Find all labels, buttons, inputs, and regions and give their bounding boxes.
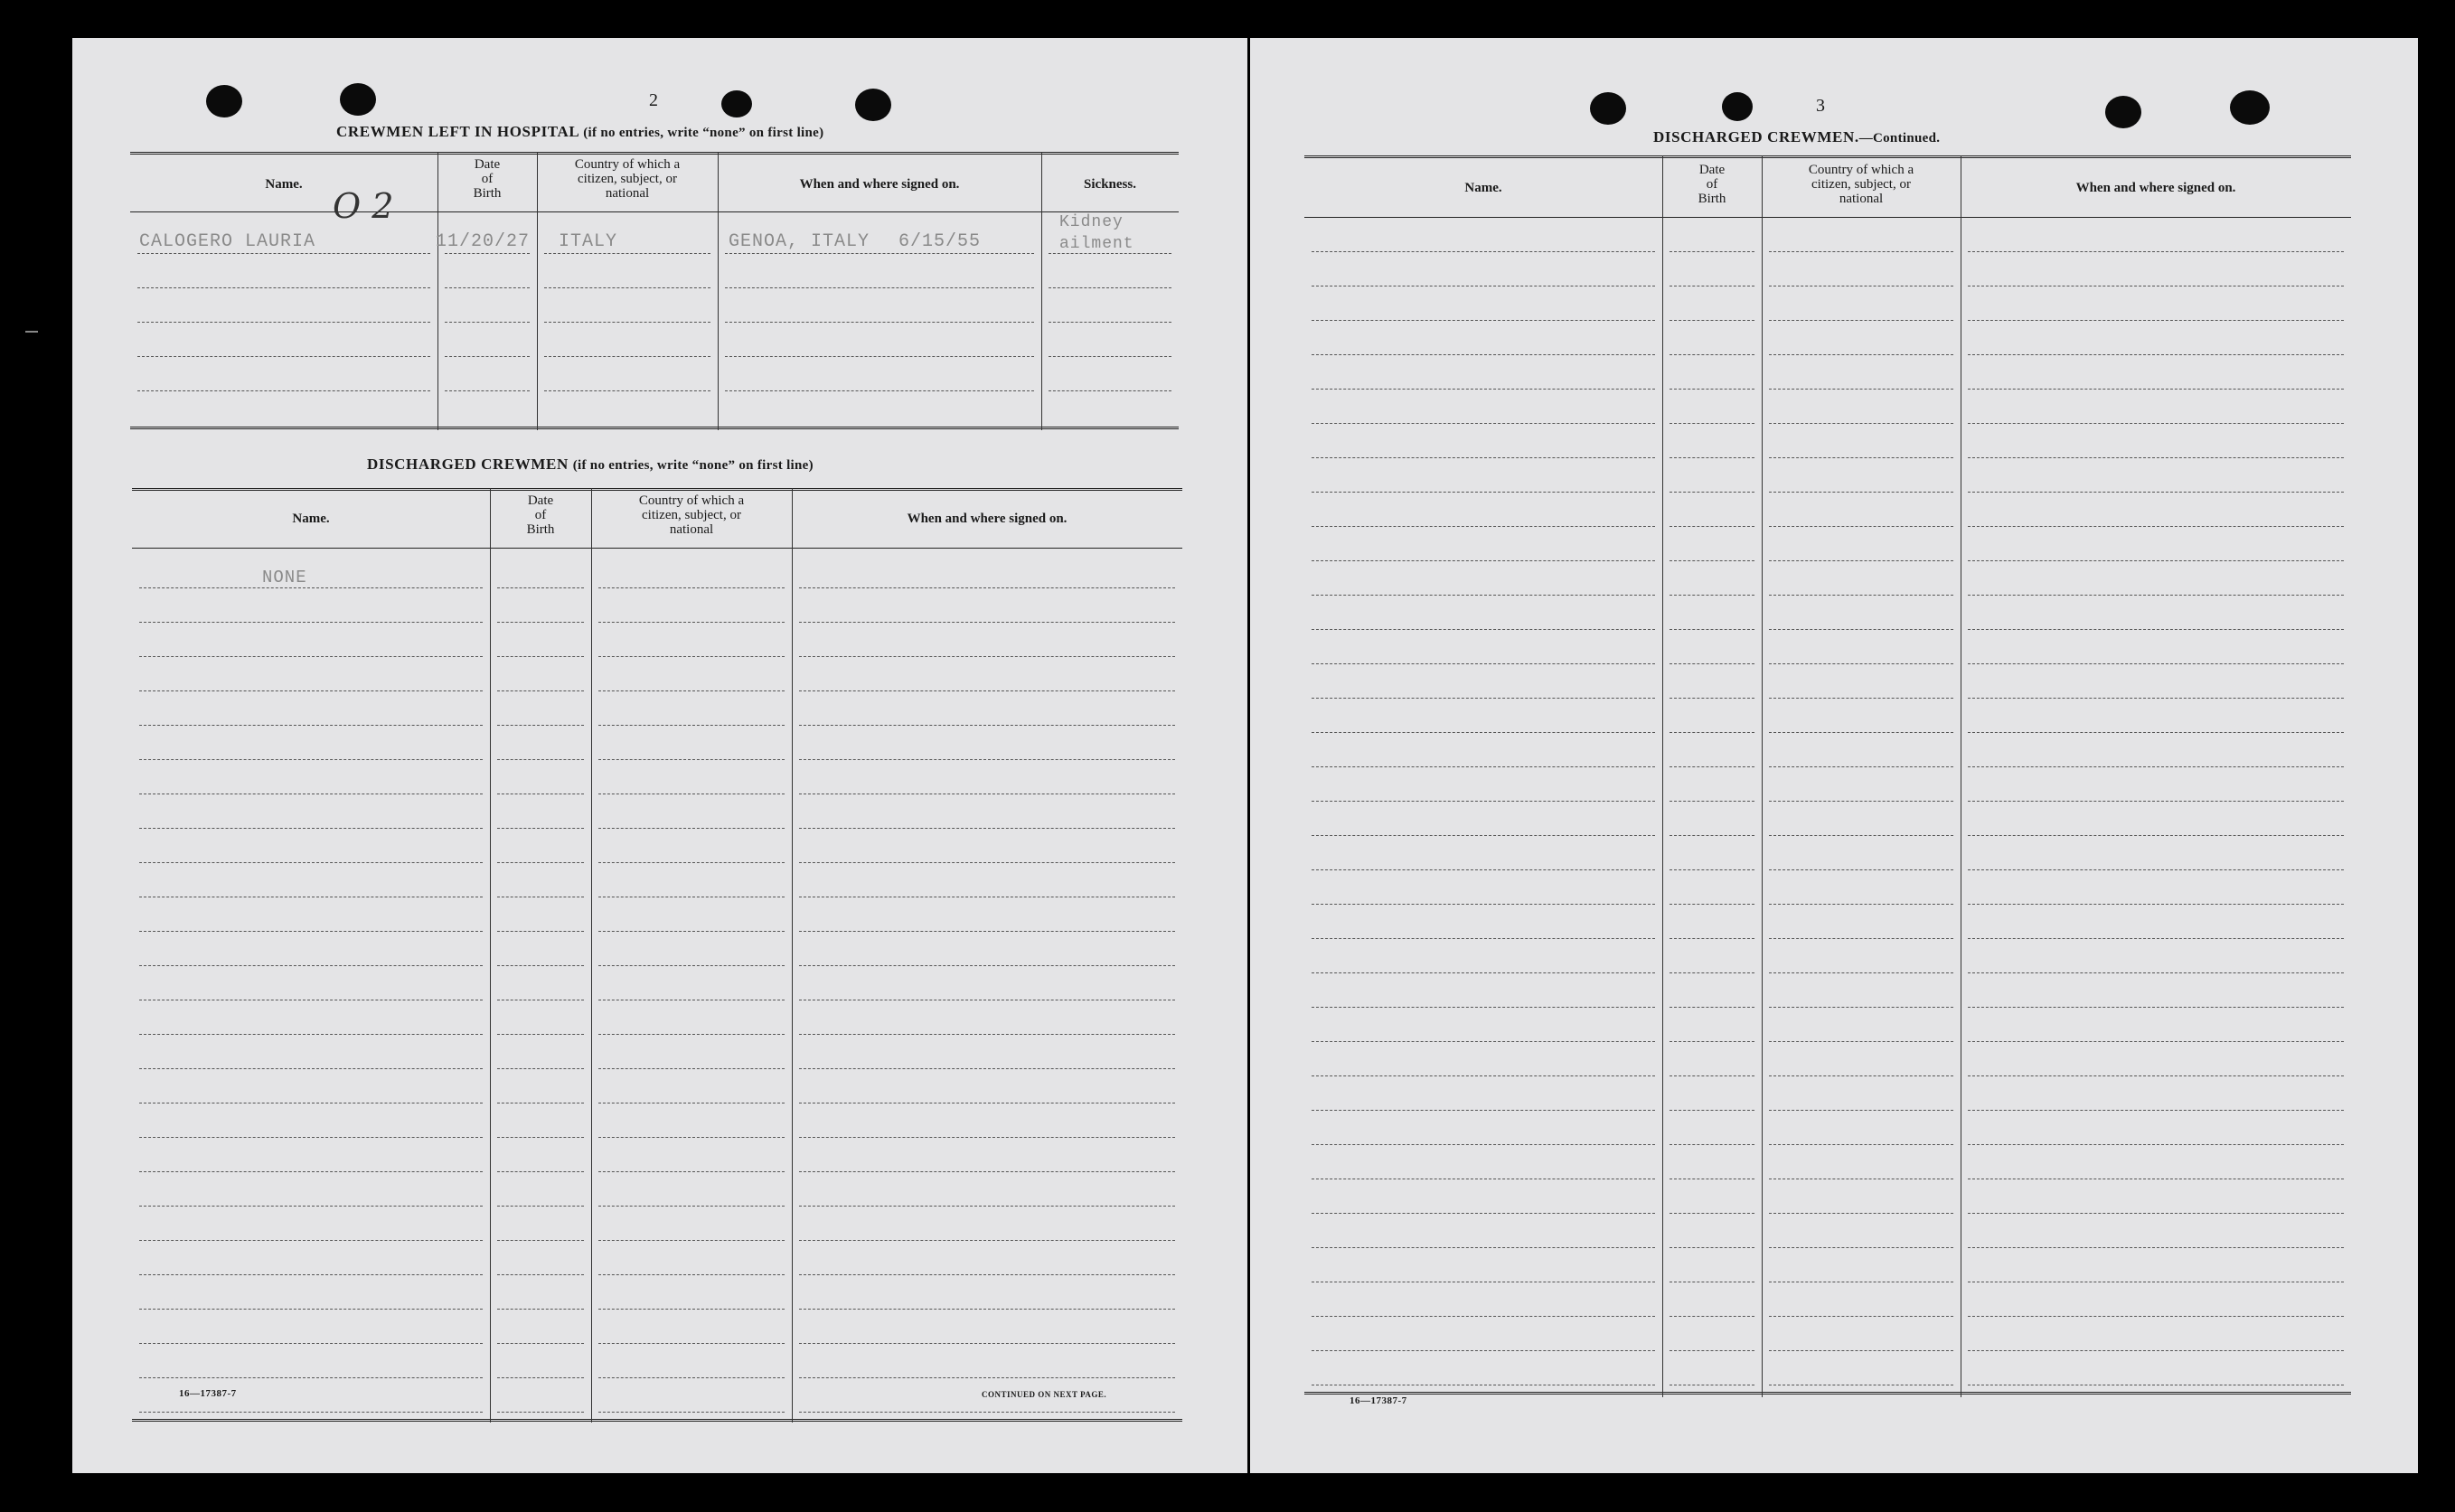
ruled-line [799, 965, 1175, 966]
col-name-header: Name. [292, 512, 330, 526]
ruled-line [497, 931, 584, 932]
ruled-line [1670, 766, 1754, 767]
ruled-line [497, 1068, 584, 1069]
ruled-line [139, 1309, 483, 1310]
ruled-line [1312, 560, 1655, 561]
ruled-line [544, 356, 710, 357]
ruled-line [598, 828, 785, 829]
ruled-line [799, 1309, 1175, 1310]
ruled-line [1769, 526, 1953, 527]
punch-hole [206, 85, 242, 117]
ruled-line [1968, 629, 2344, 630]
ruled-line [1670, 1144, 1754, 1145]
ruled-line [137, 356, 430, 357]
ruled-line [139, 725, 483, 726]
ruled-line [445, 390, 530, 391]
ruled-line [497, 862, 584, 863]
ruled-line [1769, 766, 1953, 767]
hospital-table [130, 152, 1179, 430]
ruled-line [139, 1034, 483, 1035]
ruled-line [1968, 1007, 2344, 1008]
ruled-line [497, 1171, 584, 1172]
ruled-line [1769, 1041, 1953, 1042]
ruled-line [1670, 663, 1754, 664]
ruled-line [799, 1343, 1175, 1344]
ruled-line [1968, 1316, 2344, 1317]
ruled-line [1670, 972, 1754, 973]
crewman-sickness-line2: ailment [1059, 235, 1134, 253]
ruled-line [544, 253, 710, 254]
ruled-line [598, 1206, 785, 1207]
ruled-line [497, 1377, 584, 1378]
ruled-line [598, 1171, 785, 1172]
punch-hole [340, 83, 376, 116]
crewman-name: CALOGERO LAURIA [139, 231, 316, 252]
punch-hole [1590, 92, 1626, 125]
ruled-line [1968, 389, 2344, 390]
ruled-line [1968, 526, 2344, 527]
ruled-line [139, 931, 483, 932]
ruled-line [1049, 356, 1171, 357]
ruled-line [598, 862, 785, 863]
ruled-line [1312, 1350, 1655, 1351]
ruled-line [598, 1274, 785, 1275]
ruled-line [445, 287, 530, 288]
ruled-line [1769, 423, 1953, 424]
ruled-line [1670, 457, 1754, 458]
ruled-line [1968, 972, 2344, 973]
ruled-line [1968, 1213, 2344, 1214]
ruled-line [1312, 938, 1655, 939]
ruled-line [544, 287, 710, 288]
ruled-line [139, 1171, 483, 1172]
col-name-header: Name. [1464, 181, 1502, 195]
ruled-line [1670, 904, 1754, 905]
ruled-line [799, 931, 1175, 932]
ruled-line [1968, 354, 2344, 355]
ruled-line [497, 725, 584, 726]
ruled-line [1968, 938, 2344, 939]
ruled-line [725, 390, 1034, 391]
ruled-line [725, 253, 1034, 254]
ruled-line [139, 1343, 483, 1344]
ruled-line [799, 1377, 1175, 1378]
ruled-line [1312, 732, 1655, 733]
ruled-line [598, 1068, 785, 1069]
ruled-line [1670, 560, 1754, 561]
ruled-line [1769, 1316, 1953, 1317]
ruled-line [598, 1343, 785, 1344]
ruled-line [1769, 595, 1953, 596]
ruled-line [1312, 354, 1655, 355]
ruled-line [725, 322, 1034, 323]
ruled-line [1769, 389, 1953, 390]
ruled-line [1968, 698, 2344, 699]
ruled-line [139, 587, 483, 588]
ruled-line [1670, 1247, 1754, 1248]
ruled-line [139, 1274, 483, 1275]
ruled-line [1312, 423, 1655, 424]
ruled-line [1769, 938, 1953, 939]
ruled-line [1769, 1144, 1953, 1145]
ruled-line [1968, 1144, 2344, 1145]
hospital-section-title: CREWMEN LEFT IN HOSPITAL (if no entries, write “none” on first line) [336, 123, 824, 140]
ruled-line [1312, 663, 1655, 664]
crewman-signed-place: GENOA, ITALY [729, 231, 870, 252]
ruled-line [1312, 492, 1655, 493]
crewman-sickness: Kidney [1059, 213, 1124, 231]
ruled-line [1670, 1041, 1754, 1042]
ruled-line [799, 1137, 1175, 1138]
ruled-line [1769, 1110, 1953, 1111]
scan-mark [25, 331, 38, 333]
ruled-line [139, 1137, 483, 1138]
discharged-table [132, 488, 1182, 1423]
ruled-line [1670, 801, 1754, 802]
ruled-line [1312, 389, 1655, 390]
ruled-line [1312, 629, 1655, 630]
ruled-line [1312, 766, 1655, 767]
handwritten-mark: O 2 [333, 186, 394, 226]
ruled-line [1312, 698, 1655, 699]
discharged-entry: NONE [262, 568, 307, 587]
ruled-line [137, 390, 430, 391]
ruled-line [1769, 1350, 1953, 1351]
ruled-line [139, 1240, 483, 1241]
ruled-line [799, 656, 1175, 657]
ruled-line [137, 322, 430, 323]
ruled-line [1769, 457, 1953, 458]
ruled-line [799, 1274, 1175, 1275]
ruled-line [598, 587, 785, 588]
form-number: 16—17387-7 [1350, 1395, 1407, 1406]
ruled-line [1312, 1316, 1655, 1317]
ruled-line [1312, 1041, 1655, 1042]
ruled-line [725, 356, 1034, 357]
ruled-line [799, 587, 1175, 588]
ruled-line [598, 656, 785, 657]
ruled-line [1670, 1110, 1754, 1111]
ruled-line [1670, 869, 1754, 870]
ruled-line [497, 1034, 584, 1035]
ruled-line [1968, 732, 2344, 733]
ruled-line [1968, 1247, 2344, 1248]
ruled-line [139, 1068, 483, 1069]
ruled-line [598, 725, 785, 726]
col-dob-header: Date of Birth [473, 157, 502, 201]
ruled-line [1769, 1213, 1953, 1214]
ruled-line [497, 828, 584, 829]
ruled-line [1968, 251, 2344, 252]
punch-hole [1722, 92, 1753, 121]
ruled-line [1312, 526, 1655, 527]
ruled-line [1670, 526, 1754, 527]
ruled-line [598, 622, 785, 623]
ruled-line [1769, 1075, 1953, 1076]
ruled-line [1312, 1213, 1655, 1214]
ruled-line [1312, 1144, 1655, 1145]
ruled-line [799, 1068, 1175, 1069]
ruled-line [1769, 732, 1953, 733]
ruled-line [1312, 904, 1655, 905]
ruled-line [137, 253, 430, 254]
ruled-line [1968, 1110, 2344, 1111]
ruled-line [799, 690, 1175, 691]
ruled-line [1968, 663, 2344, 664]
ruled-line [1968, 904, 2344, 905]
form-number: 16—17387-7 [179, 1388, 237, 1399]
ruled-line [1968, 1041, 2344, 1042]
ruled-line [1769, 560, 1953, 561]
ruled-line [598, 931, 785, 932]
ruled-line [1312, 1075, 1655, 1076]
ruled-line [445, 253, 530, 254]
ruled-line [598, 759, 785, 760]
col-name-header: Name. [265, 177, 303, 192]
ruled-line [497, 587, 584, 588]
ruled-line [1769, 492, 1953, 493]
ruled-line [1312, 1247, 1655, 1248]
ruled-line [139, 1377, 483, 1378]
discharged-continued-title: DISCHARGED CREWMEN.—Continued. [1653, 128, 1941, 146]
ruled-line [1049, 287, 1171, 288]
crewman-signed-date: 6/15/55 [898, 231, 982, 252]
col-dob-header: Date of Birth [526, 493, 555, 537]
ruled-line [1968, 457, 2344, 458]
col-signed-header: When and where signed on. [799, 177, 960, 192]
col-signed-header: When and where signed on. [907, 512, 1068, 526]
ruled-line [598, 965, 785, 966]
ruled-line [1968, 801, 2344, 802]
right-page [1250, 38, 2418, 1473]
ruled-line [497, 1206, 584, 1207]
crewman-country: ITALY [559, 231, 618, 252]
ruled-line [799, 1412, 1175, 1413]
ruled-line [598, 1240, 785, 1241]
ruled-line [544, 322, 710, 323]
ruled-line [445, 322, 530, 323]
ruled-line [1968, 835, 2344, 836]
ruled-line [1670, 1213, 1754, 1214]
ruled-line [139, 1412, 483, 1413]
ruled-line [1312, 972, 1655, 973]
ruled-line [1769, 869, 1953, 870]
ruled-line [1769, 251, 1953, 252]
ruled-line [1670, 1316, 1754, 1317]
ruled-line [1968, 560, 2344, 561]
col-country-header: Country of which a citizen, subject, or national [1808, 163, 1914, 206]
ruled-line [1769, 904, 1953, 905]
ruled-line [1670, 698, 1754, 699]
ruled-line [799, 622, 1175, 623]
ruled-line [1670, 1350, 1754, 1351]
ruled-line [1769, 1007, 1953, 1008]
ruled-line [1049, 253, 1171, 254]
ruled-line [1670, 938, 1754, 939]
ruled-line [598, 1137, 785, 1138]
ruled-line [1769, 698, 1953, 699]
col-dob-header: Date of Birth [1698, 163, 1726, 206]
ruled-line [1670, 732, 1754, 733]
ruled-line [1312, 457, 1655, 458]
discharged-continued-table [1304, 155, 2351, 1397]
ruled-line [137, 287, 430, 288]
ruled-line [1670, 1075, 1754, 1076]
ruled-line [1312, 320, 1655, 321]
crewman-dob: 11/20/27 [436, 231, 531, 252]
left-page [72, 38, 1247, 1473]
page-number: 2 [649, 90, 658, 110]
ruled-line [544, 390, 710, 391]
ruled-line [1769, 354, 1953, 355]
ruled-line [799, 828, 1175, 829]
ruled-line [1049, 322, 1171, 323]
ruled-line [1670, 835, 1754, 836]
punch-hole [721, 90, 752, 117]
ruled-line [1312, 1110, 1655, 1111]
ruled-line [1968, 766, 2344, 767]
ruled-line [497, 1240, 584, 1241]
ruled-line [139, 690, 483, 691]
ruled-line [139, 759, 483, 760]
ruled-line [139, 828, 483, 829]
ruled-line [1968, 869, 2344, 870]
ruled-line [725, 287, 1034, 288]
col-sickness-header: Sickness. [1084, 177, 1136, 192]
ruled-line [497, 759, 584, 760]
ruled-line [1968, 320, 2344, 321]
ruled-line [497, 965, 584, 966]
punch-hole [2105, 96, 2141, 128]
ruled-line [1968, 492, 2344, 493]
ruled-line [497, 1343, 584, 1344]
ruled-line [497, 1274, 584, 1275]
ruled-line [139, 1206, 483, 1207]
ruled-line [1670, 629, 1754, 630]
ruled-line [1670, 354, 1754, 355]
ruled-line [799, 725, 1175, 726]
ruled-line [497, 690, 584, 691]
ruled-line [139, 965, 483, 966]
ruled-line [1312, 595, 1655, 596]
ruled-line [1312, 1007, 1655, 1008]
ruled-line [1968, 1075, 2344, 1076]
ruled-line [1312, 835, 1655, 836]
ruled-line [1049, 390, 1171, 391]
ruled-line [799, 1240, 1175, 1241]
ruled-line [799, 1034, 1175, 1035]
ruled-line [1769, 972, 1953, 973]
ruled-line [497, 1137, 584, 1138]
ruled-line [799, 1206, 1175, 1207]
page-number: 3 [1816, 96, 1825, 116]
ruled-line [598, 1377, 785, 1378]
ruled-line [1670, 1007, 1754, 1008]
col-country-header: Country of which a citizen, subject, or national [638, 493, 745, 537]
continued-note: CONTINUED ON NEXT PAGE. [982, 1390, 1107, 1399]
punch-hole [2230, 90, 2270, 125]
ruled-line [445, 356, 530, 357]
punch-hole [855, 89, 891, 121]
ruled-line [598, 1412, 785, 1413]
ruled-line [1670, 251, 1754, 252]
ruled-line [1968, 423, 2344, 424]
ruled-line [1670, 492, 1754, 493]
ruled-line [598, 690, 785, 691]
ruled-line [1769, 629, 1953, 630]
ruled-line [799, 1171, 1175, 1172]
ruled-line [139, 622, 483, 623]
ruled-line [1312, 801, 1655, 802]
ruled-line [1312, 869, 1655, 870]
ruled-line [1670, 595, 1754, 596]
ruled-line [497, 1412, 584, 1413]
ruled-line [497, 622, 584, 623]
ruled-line [1769, 663, 1953, 664]
ruled-line [1769, 835, 1953, 836]
ruled-line [598, 1034, 785, 1035]
col-country-header: Country of which a citizen, subject, or national [574, 157, 681, 201]
ruled-line [139, 656, 483, 657]
ruled-line [1769, 1247, 1953, 1248]
ruled-line [1312, 251, 1655, 252]
ruled-line [139, 862, 483, 863]
ruled-line [1968, 595, 2344, 596]
ruled-line [497, 1309, 584, 1310]
ruled-line [1769, 801, 1953, 802]
ruled-line [598, 1309, 785, 1310]
ruled-line [497, 656, 584, 657]
ruled-line [1968, 1350, 2344, 1351]
ruled-line [1670, 320, 1754, 321]
col-signed-header: When and where signed on. [2075, 181, 2236, 195]
ruled-line [1670, 423, 1754, 424]
ruled-line [799, 759, 1175, 760]
ruled-line [1769, 320, 1953, 321]
discharged-section-title: DISCHARGED CREWMEN (if no entries, write “none” on first line) [367, 455, 814, 473]
ruled-line [1670, 389, 1754, 390]
ruled-line [799, 862, 1175, 863]
